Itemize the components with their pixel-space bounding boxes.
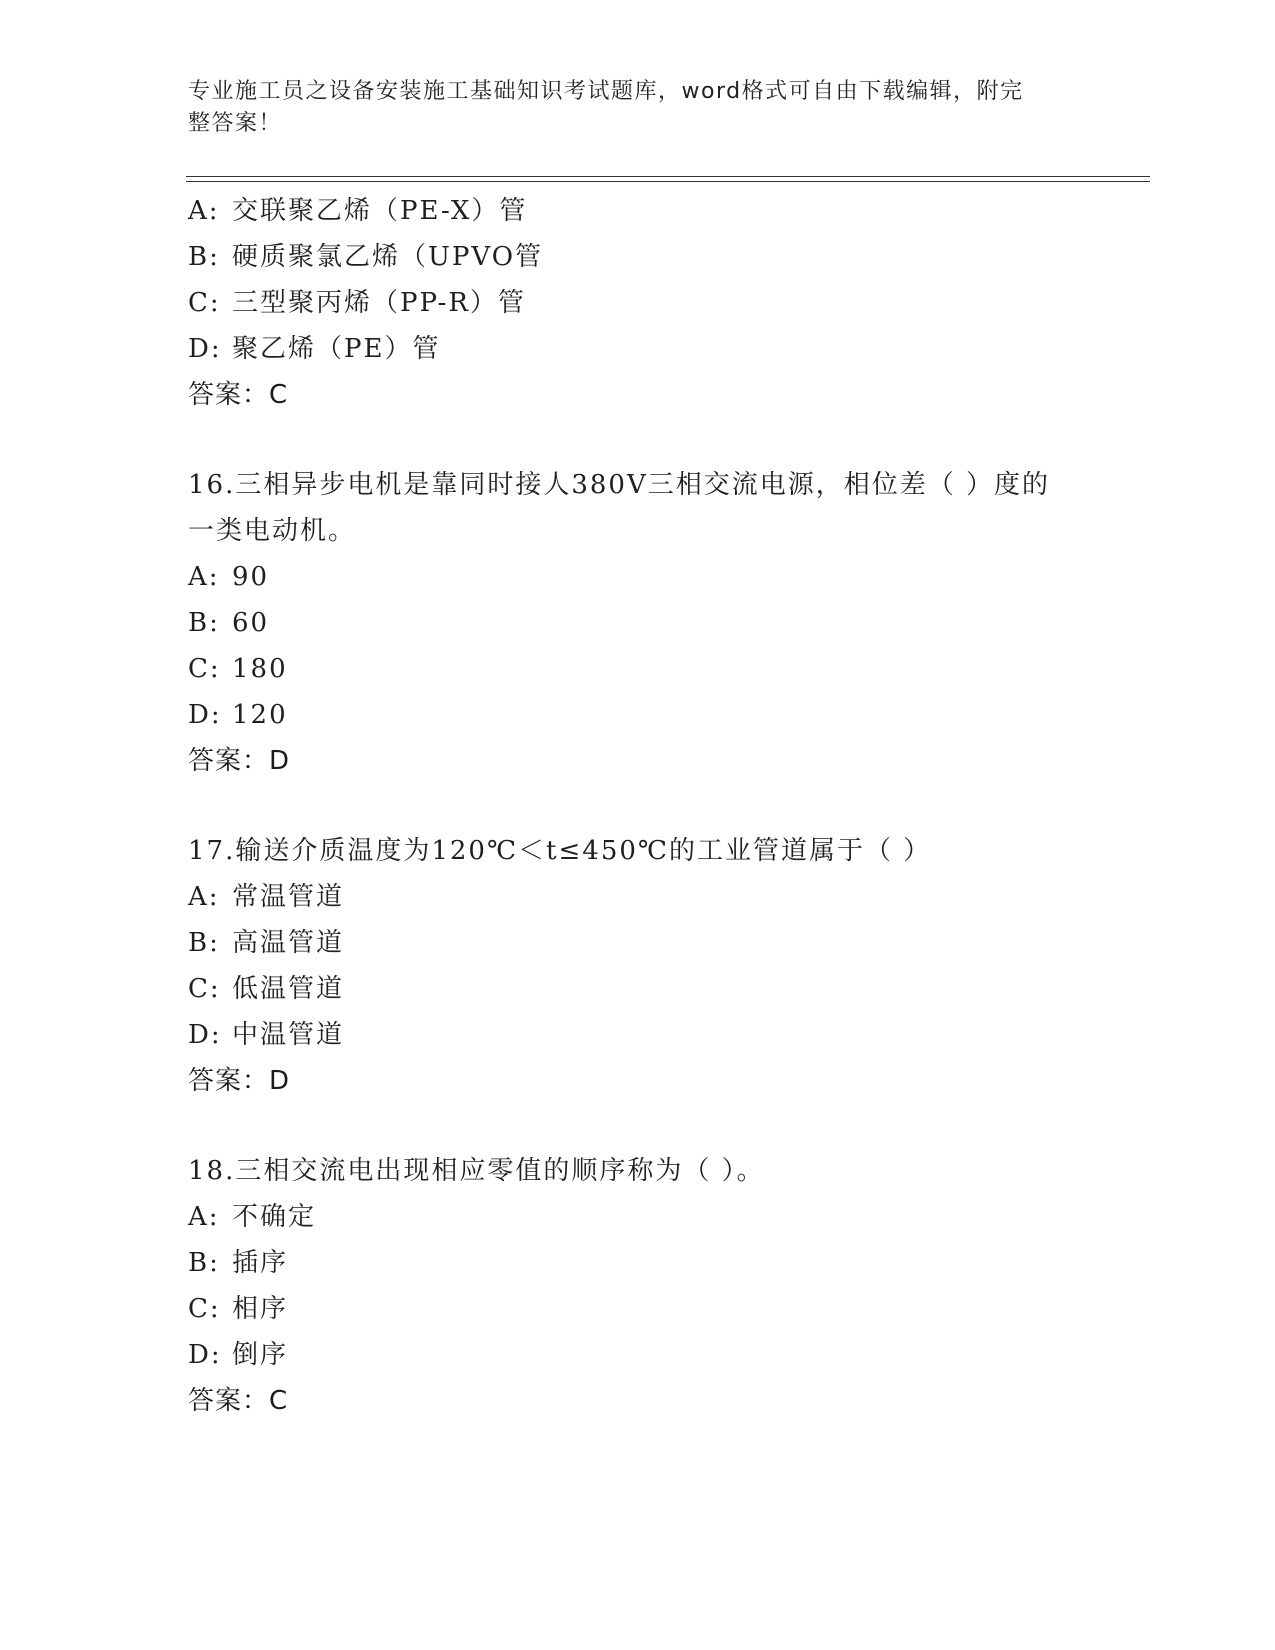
option-text: 不确定 (232, 1202, 317, 1232)
option-d (188, 1332, 1088, 1378)
spacer (188, 784, 1088, 828)
question-stem: 16.三相异步电机是靠同时接人380V三相交流电源，相位差（ ）度的 (188, 470, 1051, 500)
option-b (188, 234, 1088, 280)
question-15 (188, 188, 1088, 418)
option-a (188, 188, 1088, 234)
option-label: C: (188, 288, 221, 318)
option-c (188, 280, 1088, 326)
option-a (188, 1194, 1088, 1240)
option-label: D: (188, 334, 222, 364)
option-label: C: (188, 974, 221, 1004)
option-label: B: (188, 1248, 220, 1278)
header-line-2: 整答案！ (188, 111, 283, 136)
option-text: 硬质聚氯乙烯（UPVO管 (232, 242, 544, 272)
option-b (188, 600, 1088, 646)
question-list (188, 188, 1088, 1424)
option-text: 180 (232, 654, 288, 684)
option-c (188, 646, 1088, 692)
option-d (188, 326, 1088, 372)
option-d (188, 692, 1088, 738)
option-label: A: (188, 196, 220, 226)
option-text: 交联聚乙烯（PE-X）管 (232, 196, 528, 226)
option-label: A: (188, 562, 220, 592)
question-16 (188, 462, 1088, 784)
option-text: 倒序 (232, 1340, 289, 1370)
option-c (188, 1286, 1088, 1332)
answer-line: 答案：D (188, 746, 291, 776)
option-label: B: (188, 242, 220, 272)
option-a (188, 554, 1088, 600)
header-divider-top (186, 176, 1150, 177)
option-text: 三型聚丙烯（PP-R）管 (232, 288, 526, 318)
option-text: 90 (232, 562, 270, 592)
option-text: 相序 (232, 1294, 289, 1324)
option-text: 60 (232, 608, 270, 638)
answer-line: 答案：C (188, 380, 289, 410)
header-line-1: 专业施工员之设备安装施工基础知识考试题库，word格式可自由下载编辑，附完 (188, 79, 1024, 104)
option-text: 高温管道 (232, 928, 345, 958)
answer-line: 答案：C (188, 1386, 289, 1416)
question-stem: 18.三相交流电出现相应零值的顺序称为（ ）。 (188, 1156, 765, 1186)
spacer (188, 1104, 1088, 1148)
question-17 (188, 828, 1088, 1104)
option-label: D: (188, 700, 222, 730)
header-divider-bottom (186, 181, 1150, 182)
option-c (188, 966, 1088, 1012)
document-header (188, 76, 1068, 140)
option-label: D: (188, 1340, 222, 1370)
option-label: D: (188, 1020, 222, 1050)
option-label: B: (188, 928, 220, 958)
option-text: 插序 (232, 1248, 289, 1278)
question-18 (188, 1148, 1088, 1424)
option-b (188, 920, 1088, 966)
option-text: 低温管道 (232, 974, 345, 1004)
option-b (188, 1240, 1088, 1286)
option-text: 聚乙烯（PE）管 (232, 334, 441, 364)
option-label: C: (188, 654, 221, 684)
option-label: A: (188, 1202, 220, 1232)
spacer (188, 418, 1088, 462)
option-a (188, 874, 1088, 920)
option-text: 常温管道 (232, 882, 345, 912)
option-label: C: (188, 1294, 221, 1324)
option-d (188, 1012, 1088, 1058)
question-stem: 17.输送介质温度为120℃＜t≤450℃的工业管道属于（ ） (188, 836, 932, 866)
option-text: 中温管道 (232, 1020, 345, 1050)
option-label: A: (188, 882, 220, 912)
option-label: B: (188, 608, 220, 638)
question-stem-continued: 一类电动机。 (188, 516, 357, 546)
answer-line: 答案：D (188, 1066, 291, 1096)
option-text: 120 (232, 700, 288, 730)
